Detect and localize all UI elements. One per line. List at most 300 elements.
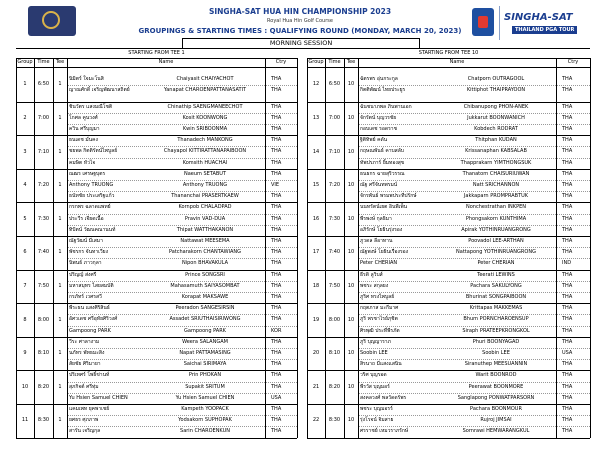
group-number: 4 — [23, 182, 27, 189]
player-name: Siraph PRATEEPKRONGKOL — [462, 327, 530, 334]
group-number: 10 — [21, 383, 29, 390]
row-divider — [67, 158, 297, 159]
player-thai-name: นนทรัตน์เยต อินพีเพ็น — [360, 204, 408, 211]
tee-time: 8:00 — [328, 316, 341, 323]
player-name: Sarin CHAROENKUN — [180, 428, 230, 435]
group-header: Group — [16, 58, 34, 68]
player-country: THA — [562, 394, 573, 401]
player-name: Korapat MAKSAWE — [181, 294, 229, 300]
player-thai-name: วีระ ศาลางาม — [69, 338, 100, 345]
player-country: THA — [271, 305, 282, 312]
row-divider — [67, 393, 297, 394]
row-divider — [67, 113, 297, 114]
player-name: Yanapat CHAROENPATTANASATIT — [163, 86, 247, 93]
player-country: THA — [562, 372, 573, 379]
tee-time: 7:40 — [37, 249, 50, 256]
player-country: USA — [271, 394, 282, 401]
player-name: Peter CHERIAN — [477, 260, 515, 267]
player-name: Nipon BHAVAKULA — [181, 260, 229, 267]
player-name: Krittapas MAKKEMAS — [469, 305, 523, 312]
tee-header: Tee — [344, 58, 358, 68]
player-thai-name: อภิรักษ์ โยธินรุ่งรอง — [360, 226, 403, 233]
player-name: Prin PHOKAN — [188, 372, 222, 379]
group-number: 9 — [23, 350, 27, 357]
player-thai-name: วริศ บุญรอด — [360, 372, 387, 379]
group-number: 11 — [21, 417, 29, 424]
player-thai-name: ณัฐพงษ์ โยธินเรืองรอง — [360, 249, 409, 256]
player-name: Pachara BOONMOUR — [470, 406, 522, 412]
column-divider — [297, 58, 298, 438]
player-thai-name: พชระ สกุลยง — [360, 282, 389, 289]
player-thai-name: ชยพล กิตติรัตน์ไพบูลย์ — [69, 148, 118, 155]
tee-number: 10 — [347, 182, 355, 189]
player-country: THA — [562, 294, 573, 300]
player-country: THA — [271, 316, 282, 323]
tee-number: 10 — [347, 350, 355, 357]
player-thai-name: ฉันชนาภพล ภินพานเอก — [360, 103, 412, 110]
player-name: Warit BOONROD — [475, 372, 517, 379]
player-country: THA — [271, 238, 282, 244]
column-divider — [53, 58, 54, 438]
column-divider — [590, 58, 591, 438]
player-thai-name: กฤตภาส มะกีมาศ — [360, 305, 399, 312]
player-thai-name: พชระ บุญมอรร์ — [360, 406, 393, 412]
player-country: THA — [271, 75, 282, 82]
player-thai-name: Yu Hsien Samuel CHIEN — [69, 394, 128, 401]
player-name: Kampeth YOOPACK — [181, 406, 229, 412]
player-name: Thananchai PRASERTKAEW — [171, 193, 239, 200]
tee-time: 6:50 — [328, 81, 341, 88]
player-country: THA — [271, 148, 282, 155]
group-number: 22 — [312, 417, 320, 424]
player-name: Pachara SAKULYONG — [470, 282, 522, 289]
tee-number: 10 — [347, 249, 355, 256]
player-country: THA — [271, 226, 282, 233]
group-number: 16 — [312, 215, 320, 222]
player-country: THA — [562, 137, 573, 144]
tee-number: 1 — [58, 182, 62, 189]
event-title: SINGHA-SAT HUA HIN CHAMPIONSHIP 2023 — [208, 7, 392, 16]
player-thai-name: นิมิตร์ ใจมะโนสิ — [69, 75, 104, 82]
time-header: Time — [325, 58, 344, 68]
group-number: 13 — [312, 114, 320, 121]
tee-time: 8:00 — [37, 316, 50, 323]
column-divider — [307, 58, 308, 438]
player-name: Yodsakorn SUPHOPAK — [178, 417, 232, 424]
player-thai-name: อัศวเดช ศรีอุทัยศิริวงศ์ — [69, 316, 118, 323]
player-name: Weera SALANGAM — [182, 338, 228, 345]
player-thai-name: ธนเดช มั่นคง — [69, 137, 98, 144]
player-country: THA — [562, 238, 573, 244]
player-country: THA — [562, 126, 573, 132]
tee-number: 1 — [58, 282, 62, 289]
tee-time: 7:20 — [37, 182, 50, 189]
player-thai-name: จักรัตน์ บุญวรชัย — [360, 114, 397, 121]
player-thai-name: ยศธร ศุภภาพ — [69, 417, 99, 424]
player-thai-name: ปริเทศร์ โพธิ์ข่านท์ — [69, 372, 110, 379]
player-name: Nonchestrathan INKPEN — [465, 204, 526, 211]
group-number: 12 — [312, 81, 320, 88]
tee-header: Tee — [53, 58, 67, 68]
player-name: Thitphan KUDAN — [475, 137, 517, 144]
player-country: IND — [562, 260, 572, 267]
row-divider — [67, 281, 297, 282]
column-divider — [344, 58, 345, 438]
player-thai-name: Peter CHERIAN — [360, 260, 398, 267]
player-thai-name: ประวีร เจียดเนื้อ — [69, 215, 104, 222]
tee-number: 10 — [347, 215, 355, 222]
player-name: Gampoong PARK — [184, 327, 226, 334]
player-country: THA — [562, 417, 573, 424]
row-divider — [67, 382, 297, 383]
player-name: Naeum SETABUT — [183, 170, 227, 177]
start-tee-heading: STARTING FROM TEE 1 — [16, 48, 297, 59]
player-name: Jakkaparn PROMPRABTUK — [463, 193, 529, 200]
player-name: Anthony TRUONG — [182, 182, 228, 188]
tee-time: 8:20 — [328, 383, 341, 390]
player-thai-name: คมษิต หัวไจ — [69, 159, 96, 166]
player-country: THA — [562, 406, 573, 412]
venue: Royal Hua Hin Golf Course — [267, 18, 333, 24]
player-thai-name: ภูริ บุญญาราภ — [360, 338, 391, 345]
row-divider — [67, 415, 297, 416]
player-thai-name: Gampoong PARK — [69, 327, 111, 334]
player-thai-name: ธนัทชัย ประเสริฐแก้ว — [69, 193, 115, 200]
player-country: THA — [271, 372, 282, 379]
row-divider — [67, 326, 297, 327]
player-thai-name: Soobin LEE — [360, 350, 388, 356]
country-header: Ctry — [265, 58, 297, 68]
player-thai-name: สัยชัย ศิริมายา — [69, 361, 101, 368]
group-number: 7 — [23, 282, 27, 289]
player-country: THA — [562, 193, 573, 200]
row-divider — [67, 314, 297, 315]
row-divider — [67, 292, 297, 293]
player-country: THA — [562, 86, 573, 93]
player-name: Thanadech MANKONG — [177, 137, 233, 144]
row-divider — [67, 225, 297, 226]
row-divider — [67, 214, 297, 215]
tee-time: 7:00 — [37, 114, 50, 121]
player-country: THA — [562, 316, 573, 323]
player-country: KOR — [271, 327, 282, 334]
tee-number: 1 — [58, 148, 62, 155]
player-country: THA — [562, 282, 573, 289]
group-number: 1 — [23, 81, 27, 88]
player-name: Soobin LEE — [482, 350, 510, 356]
player-country: VIE — [271, 182, 280, 188]
player-thai-name: นิพนธ์ ภาวกุลา — [69, 260, 102, 267]
player-thai-name: ณัฐ ศรีจันทพรมน์ — [360, 182, 398, 188]
column-divider — [325, 58, 326, 438]
player-country: THA — [562, 327, 573, 334]
player-name: Phuri BOONYAGAD — [472, 338, 520, 345]
player-thai-name: ศิรพุฒิ ประที่พีรภัต — [360, 327, 400, 334]
player-name: Kosit KOONWONG — [182, 114, 228, 121]
player-country: THA — [271, 137, 282, 144]
player-country: THA — [271, 126, 282, 132]
group-header: Group — [307, 58, 325, 68]
group-number: 8 — [23, 316, 27, 323]
player-name: Bhurinat SONGPAIBOON — [465, 294, 527, 300]
player-name: Chatporn OUTRAGOOL — [467, 75, 525, 82]
player-country: THA — [562, 182, 573, 188]
tee-number: 10 — [347, 81, 355, 88]
player-country: THA — [562, 226, 573, 233]
tee-number: 1 — [58, 350, 62, 357]
player-thai-name: พีระธน แสงศิริสินธ์ — [69, 305, 110, 312]
tee-number: 1 — [58, 249, 62, 256]
player-country: THA — [271, 294, 282, 300]
player-name: Kornpob CHALADPAD — [178, 204, 232, 211]
group-number: 5 — [23, 215, 27, 222]
player-country: THA — [271, 361, 282, 368]
player-country: THA — [271, 406, 282, 412]
row-divider — [67, 426, 297, 427]
time-header: Time — [34, 58, 53, 68]
session-label: MORNING SESSION — [182, 38, 420, 49]
tee-number: 10 — [347, 148, 355, 155]
player-country: THA — [271, 170, 282, 177]
player-thai-name: ฐิติทิพย์ คดัน — [360, 137, 388, 144]
player-name: Saichai SIRIMAYA — [183, 361, 227, 368]
player-name: Bhum PORNCHAROENSUP — [463, 316, 529, 323]
player-thai-name: ญาณศักดิ์ เจริญพัฒนาสถิตย์ — [69, 86, 130, 93]
group-number: 19 — [312, 316, 320, 323]
player-thai-name: ธนธกร ฉายสุริวรรณ — [360, 170, 405, 177]
player-name: Peeradon SANGESIRSIN — [175, 305, 235, 312]
player-name: Natt SRICHANNON — [472, 182, 520, 188]
player-country: THA — [271, 204, 282, 211]
player-country: THA — [271, 86, 282, 93]
group-number: 3 — [23, 148, 27, 155]
player-country: THA — [562, 338, 573, 345]
tee-number: 1 — [58, 417, 62, 424]
player-country: THA — [271, 338, 282, 345]
group-number: 6 — [23, 249, 27, 256]
column-divider — [556, 58, 557, 438]
player-thai-name: ภูริ พรชาไรย์ภุชิต — [360, 316, 398, 323]
player-name: Poovadol LEE-ARTHAN — [468, 238, 524, 244]
group-number: 18 — [312, 282, 320, 289]
player-thai-name: แคมเพท ยุคพาเชย์ — [69, 406, 110, 412]
tee-time: 7:10 — [37, 148, 50, 155]
player-thai-name: ควิน ศรีบุญมา — [69, 126, 100, 132]
player-country: THA — [562, 361, 573, 368]
column-divider — [16, 58, 17, 438]
player-country: THA — [562, 305, 573, 312]
tee-time: 7:00 — [328, 114, 341, 121]
player-name: Kittiphot THAIPRAYOON — [466, 86, 526, 93]
player-name: Siranuthep MEESUANNIN — [464, 361, 528, 368]
player-country: THA — [271, 249, 282, 256]
player-country: THA — [271, 103, 282, 110]
player-name: Apirak YOTHINRUANGRONG — [461, 226, 531, 233]
player-country: THA — [562, 114, 573, 121]
player-name: Nattawat MEESEMA — [180, 238, 230, 244]
player-country: THA — [562, 271, 573, 278]
tee-time: 7:50 — [37, 282, 50, 289]
player-country: THA — [562, 383, 573, 390]
logo-title: SINGHA-SAT — [504, 12, 573, 23]
player-thai-name: กรภัทร์ เวศรสวี — [69, 294, 102, 300]
tee-number: 1 — [58, 114, 62, 121]
country-header: Ctry — [556, 58, 590, 68]
player-country: THA — [271, 271, 282, 278]
tee-time: 7:10 — [328, 148, 341, 155]
player-thai-name: สารัน เจริญกุล — [69, 428, 101, 435]
player-country: THA — [562, 215, 573, 222]
player-thai-name: สิรนาถ มีแสงแสนิน — [360, 361, 402, 368]
player-name: Chibanupong PHON-ANEK — [463, 103, 529, 110]
player-name: Pravin VAD-DUA — [184, 215, 226, 222]
round-subtitle: GROUPINGS & STARTING TIMES : QUALIFYING ROUND (MONDAY, MARCH 20, 2023) — [138, 27, 462, 35]
player-name: Chayapol KITTIRATTANAPAIBOON — [163, 148, 247, 155]
player-thai-name: ปริญญ์ ส่งศรี — [69, 271, 97, 278]
player-thai-name: จักรพันธ์ พรมพประทีปรักษ์ — [360, 193, 417, 200]
column-divider — [265, 58, 266, 438]
player-thai-name: พีรพงษ์ กุลธิมา — [360, 215, 392, 222]
player-thai-name: กิตติพัฒน์ ไทยประยูร — [360, 86, 406, 93]
tee-number: 10 — [347, 114, 355, 121]
tee-time: 8:10 — [37, 350, 50, 357]
player-name: Phongsakorn KUNTHIMA — [465, 215, 527, 222]
row-divider — [67, 258, 297, 259]
column-divider — [67, 58, 68, 438]
player-name: Thipat WATTHAKANON — [176, 226, 234, 233]
player-country: THA — [271, 260, 282, 267]
tee-number: 10 — [347, 383, 355, 390]
tee-time: 7:50 — [328, 282, 341, 289]
player-country: THA — [562, 170, 573, 177]
name-header: Name — [67, 58, 265, 68]
tee-time: 8:20 — [37, 383, 50, 390]
player-thai-name: ภูริศ ทรงไพบูลย์ — [360, 294, 395, 300]
player-country: THA — [271, 350, 282, 356]
player-country: THA — [562, 204, 573, 211]
player-thai-name: ภูวดล ลีอาทาน — [360, 238, 393, 244]
row-divider — [67, 180, 297, 181]
group-number: 15 — [312, 182, 320, 189]
player-thai-name: ณัฐวัฒน์ มีเสมา — [69, 238, 103, 244]
logo-subtitle: THAILAND PGA TOUR — [512, 26, 577, 34]
player-thai-name: ณฒร เศรษฐบุตร — [69, 170, 106, 177]
tee-number: 1 — [58, 316, 62, 323]
player-name: Thanatorn CHAISURIUWAN — [462, 170, 530, 177]
player-thai-name: กรกพร ฉลาดแพทย์ — [69, 204, 111, 211]
player-thai-name: ทัพปรภาร์ ยิ้มทองสุข — [360, 159, 405, 166]
player-country: THA — [562, 159, 573, 166]
player-thai-name: สงคลวงศ์ พลวัดดรัพร — [360, 394, 407, 401]
tee-time: 6:50 — [37, 81, 50, 88]
player-country: THA — [562, 428, 573, 435]
player-name: Teerati LEWINS — [477, 271, 515, 278]
player-name: Thapprakarn YIMTHONGSUK — [460, 159, 532, 166]
player-name: Chinathip SAENGMANEECHOT — [167, 103, 243, 110]
player-country: THA — [271, 114, 282, 121]
player-name: Supakit SRITUM — [185, 383, 225, 390]
player-thai-name: นภัทร พัทธมะสิง — [69, 350, 105, 356]
player-name: Yu Hsien Samuel CHIEN — [175, 394, 235, 401]
tee-number: 10 — [347, 316, 355, 323]
player-name: Assadet SRIUTHAISIRIWONG — [169, 316, 241, 323]
tee-time: 8:30 — [37, 417, 50, 424]
tee-time: 7:30 — [37, 215, 50, 222]
player-country: THA — [562, 148, 573, 155]
tee-time: 7:40 — [328, 249, 341, 256]
tee-time: 8:30 — [328, 417, 341, 424]
row-divider — [67, 124, 297, 125]
player-thai-name: ธีรดิ ลูวิบส์ — [360, 271, 383, 278]
player-thai-name: รุ่งโรจน์ จิมสาย — [360, 417, 394, 424]
player-country: THA — [271, 428, 282, 435]
player-name: Peerawat BOONMORE — [468, 383, 524, 390]
player-name: Sanglapong PONWATPARSORN — [457, 394, 535, 401]
player-name: Napat PATTAMASING — [179, 350, 231, 356]
player-name: Kobdech RODRAT — [474, 126, 518, 132]
row-divider — [67, 146, 297, 147]
player-name: Kwin SRIBOONMA — [182, 126, 228, 132]
player-thai-name: สุภกิจต์ ศรีทุ่ม — [69, 383, 99, 390]
group-number: 17 — [312, 249, 320, 256]
player-name: Rujroj JIMSAI — [480, 417, 512, 424]
tee-number: 1 — [58, 383, 62, 390]
group-number: 14 — [312, 148, 320, 155]
group-number: 20 — [312, 350, 320, 357]
player-country: THA — [271, 159, 282, 166]
tee-time: 7:30 — [328, 215, 341, 222]
player-thai-name: มหาสมุทร ไสยสมบัติ — [69, 282, 114, 289]
player-thai-name: พัชรกร จันทาเวียง — [69, 249, 109, 256]
player-name: Prince SONGSRI — [185, 271, 225, 278]
start-tee-heading: STARTING FROM TEE 10 — [307, 48, 590, 59]
row-divider — [67, 359, 297, 360]
row-divider — [67, 191, 297, 192]
player-country: THA — [271, 193, 282, 200]
player-country: THA — [271, 383, 282, 390]
player-name: Mahasamuth SAIYASOMBAT — [170, 282, 240, 289]
group-number: 2 — [23, 114, 27, 121]
tee-time: 8:10 — [328, 350, 341, 357]
player-name: Krissanaphan KABSALAB — [465, 148, 527, 155]
player-thai-name: กอบเดช รอดราช — [360, 126, 397, 132]
tee-time: 7:20 — [328, 182, 341, 189]
player-thai-name: ฉัตรพร อุ่นกระกูล — [360, 75, 398, 82]
player-thai-name: ทิปัตน์ วัฒนคณานนท์ — [69, 226, 116, 233]
column-divider — [358, 58, 359, 438]
tee-number: 1 — [58, 81, 62, 88]
player-thai-name: พีรวัส บุญมอร์ — [360, 383, 390, 390]
player-country: THA — [271, 417, 282, 424]
player-thai-name: ศรราชย์ เหมวราภรักษ์ — [360, 428, 409, 435]
group-number: 21 — [312, 383, 320, 390]
player-country: USA — [562, 350, 573, 356]
player-thai-name: โกศล คูนวงศ์ — [69, 114, 98, 121]
player-country: THA — [562, 103, 573, 110]
player-country: THA — [271, 215, 282, 222]
player-name: Chaiyasit CHAIYACHOT — [176, 75, 234, 82]
player-thai-name: ชินวัตร แสงมณีโชติ — [69, 103, 113, 110]
name-header: Name — [358, 58, 556, 68]
column-divider — [34, 58, 35, 438]
player-country: THA — [562, 249, 573, 256]
tee-number: 1 — [58, 215, 62, 222]
player-country: THA — [562, 75, 573, 82]
player-thai-name: กฤษณพันธ์ คาบสลับ — [360, 148, 404, 155]
tee-number: 10 — [347, 282, 355, 289]
player-country: THA — [271, 282, 282, 289]
row-divider — [67, 348, 297, 349]
